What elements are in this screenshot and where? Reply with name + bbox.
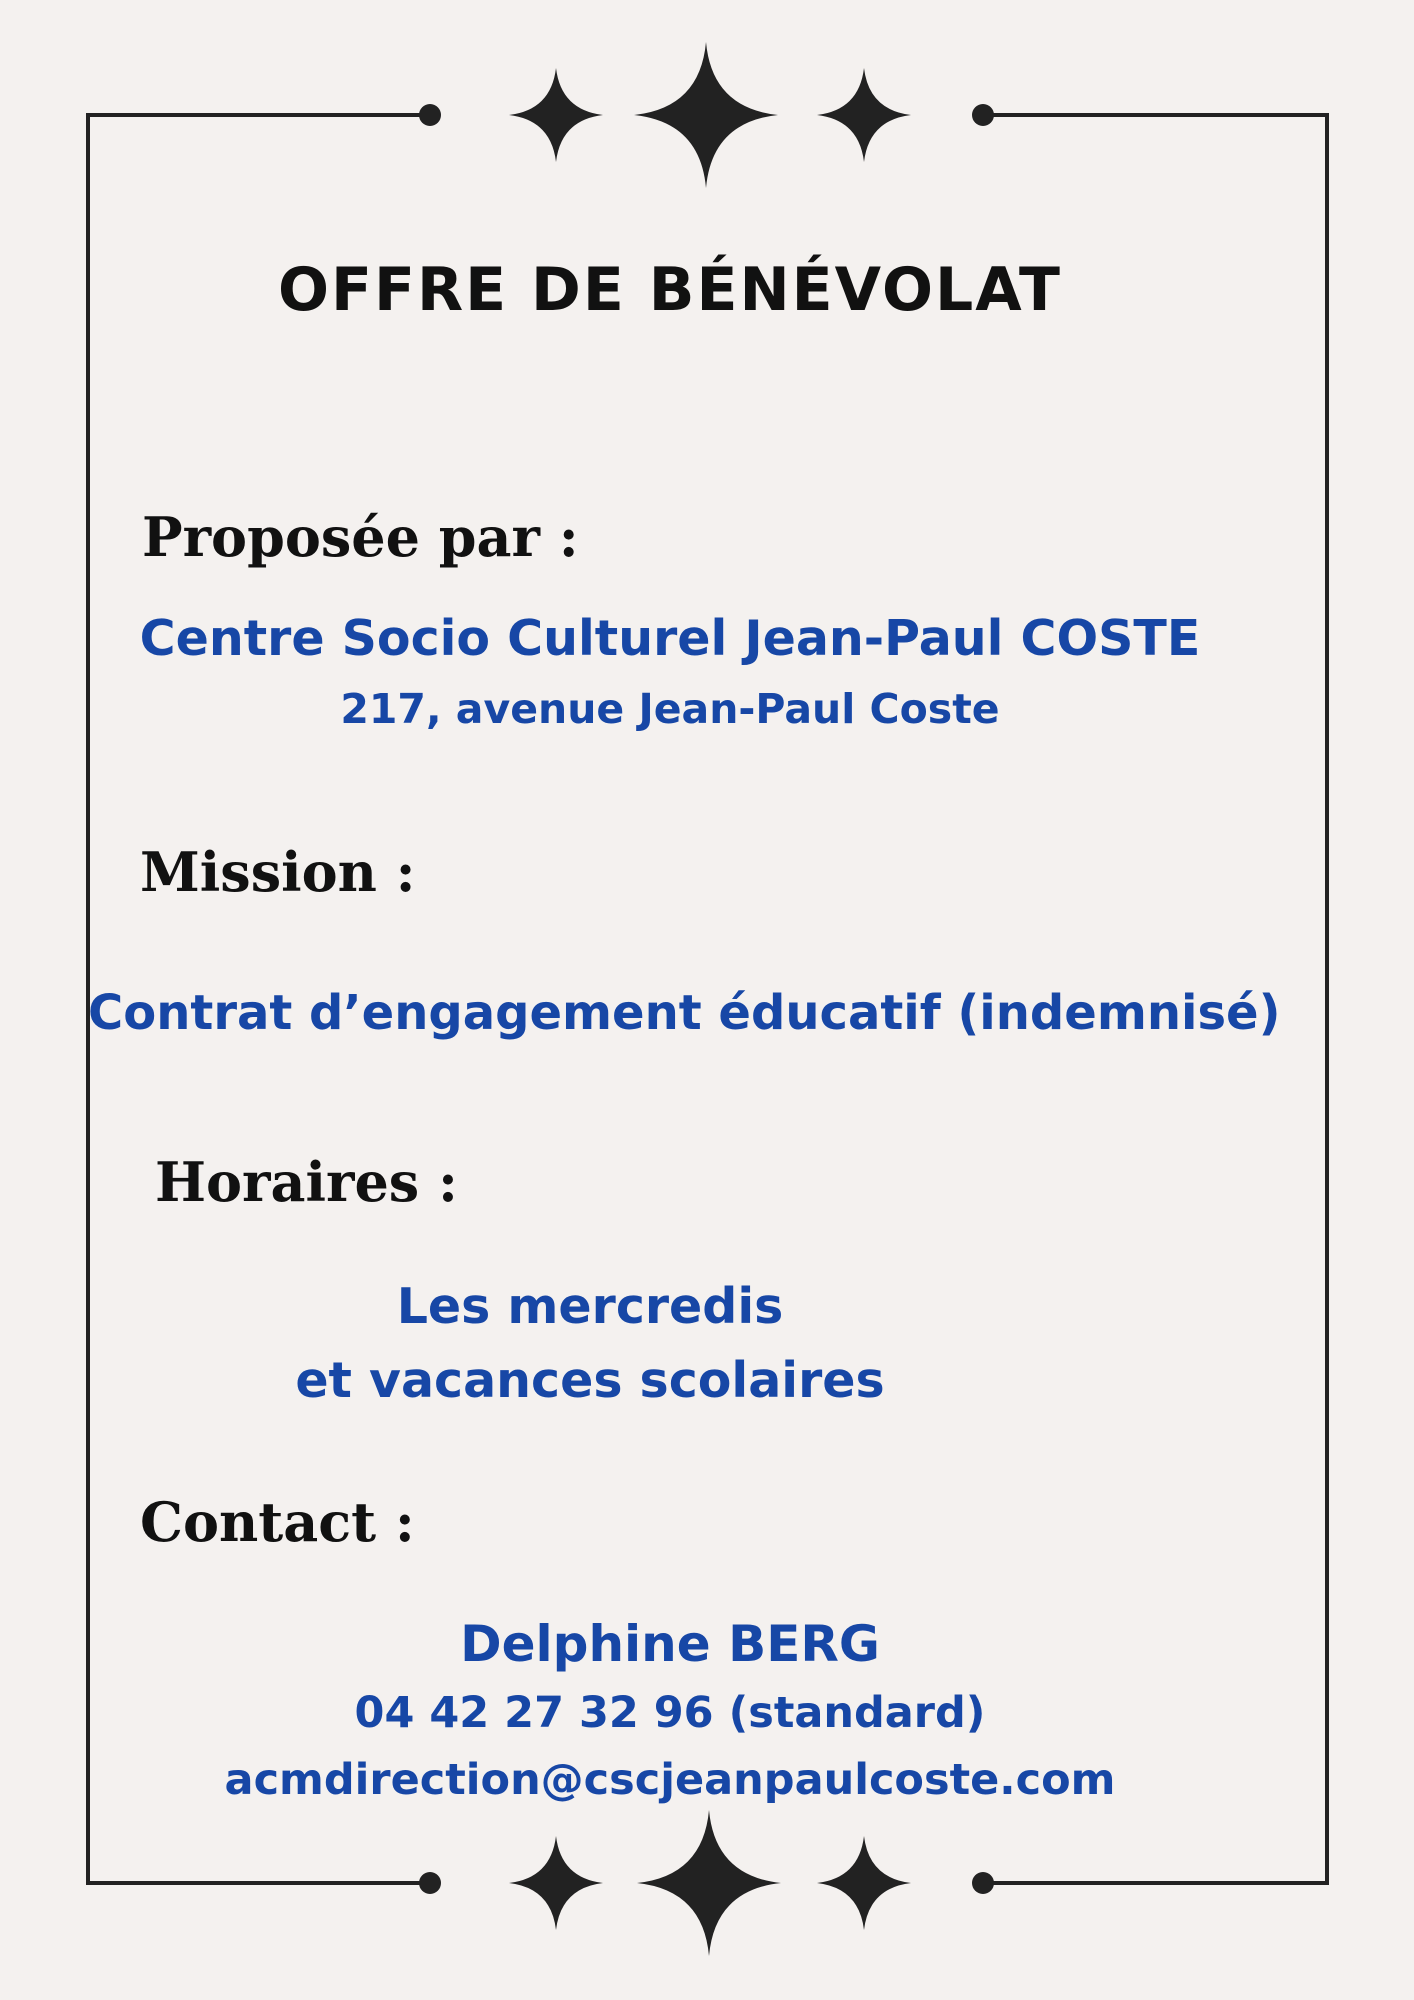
organization-address: 217, avenue Jean-Paul Coste [340, 685, 1000, 733]
four-point-star-icon [637, 1810, 781, 1956]
frame-dot [419, 1872, 441, 1894]
frame-dot [972, 104, 994, 126]
contact-label: Contact : [140, 1490, 415, 1554]
contact-name: Delphine BERG [460, 1615, 880, 1673]
frame-dot [419, 104, 441, 126]
hours-label: Horaires : [155, 1150, 458, 1214]
four-point-star-icon [817, 68, 911, 162]
proposed-by-label: Proposée par : [142, 505, 579, 569]
mission-value: Contrat d’engagement éducatif (indemnisé) [88, 985, 1281, 1041]
page-title: OFFRE DE BÉNÉVOLAT [278, 255, 1062, 325]
mission-label: Mission : [140, 840, 416, 904]
contact-phone: 04 42 27 32 96 (standard) [354, 1688, 986, 1738]
hours-line-2: et vacances scolaires [295, 1352, 885, 1409]
four-point-star-icon [634, 42, 778, 188]
contact-email[interactable]: acmdirection@cscjeanpaulcoste.com [224, 1755, 1116, 1805]
four-point-star-icon [509, 1836, 603, 1930]
four-point-star-icon [509, 68, 603, 162]
four-point-star-icon [817, 1836, 911, 1930]
hours-line-1: Les mercredis [396, 1278, 784, 1335]
organization-name: Centre Socio Culturel Jean-Paul COSTE [139, 610, 1201, 667]
frame-dot [972, 1872, 994, 1894]
